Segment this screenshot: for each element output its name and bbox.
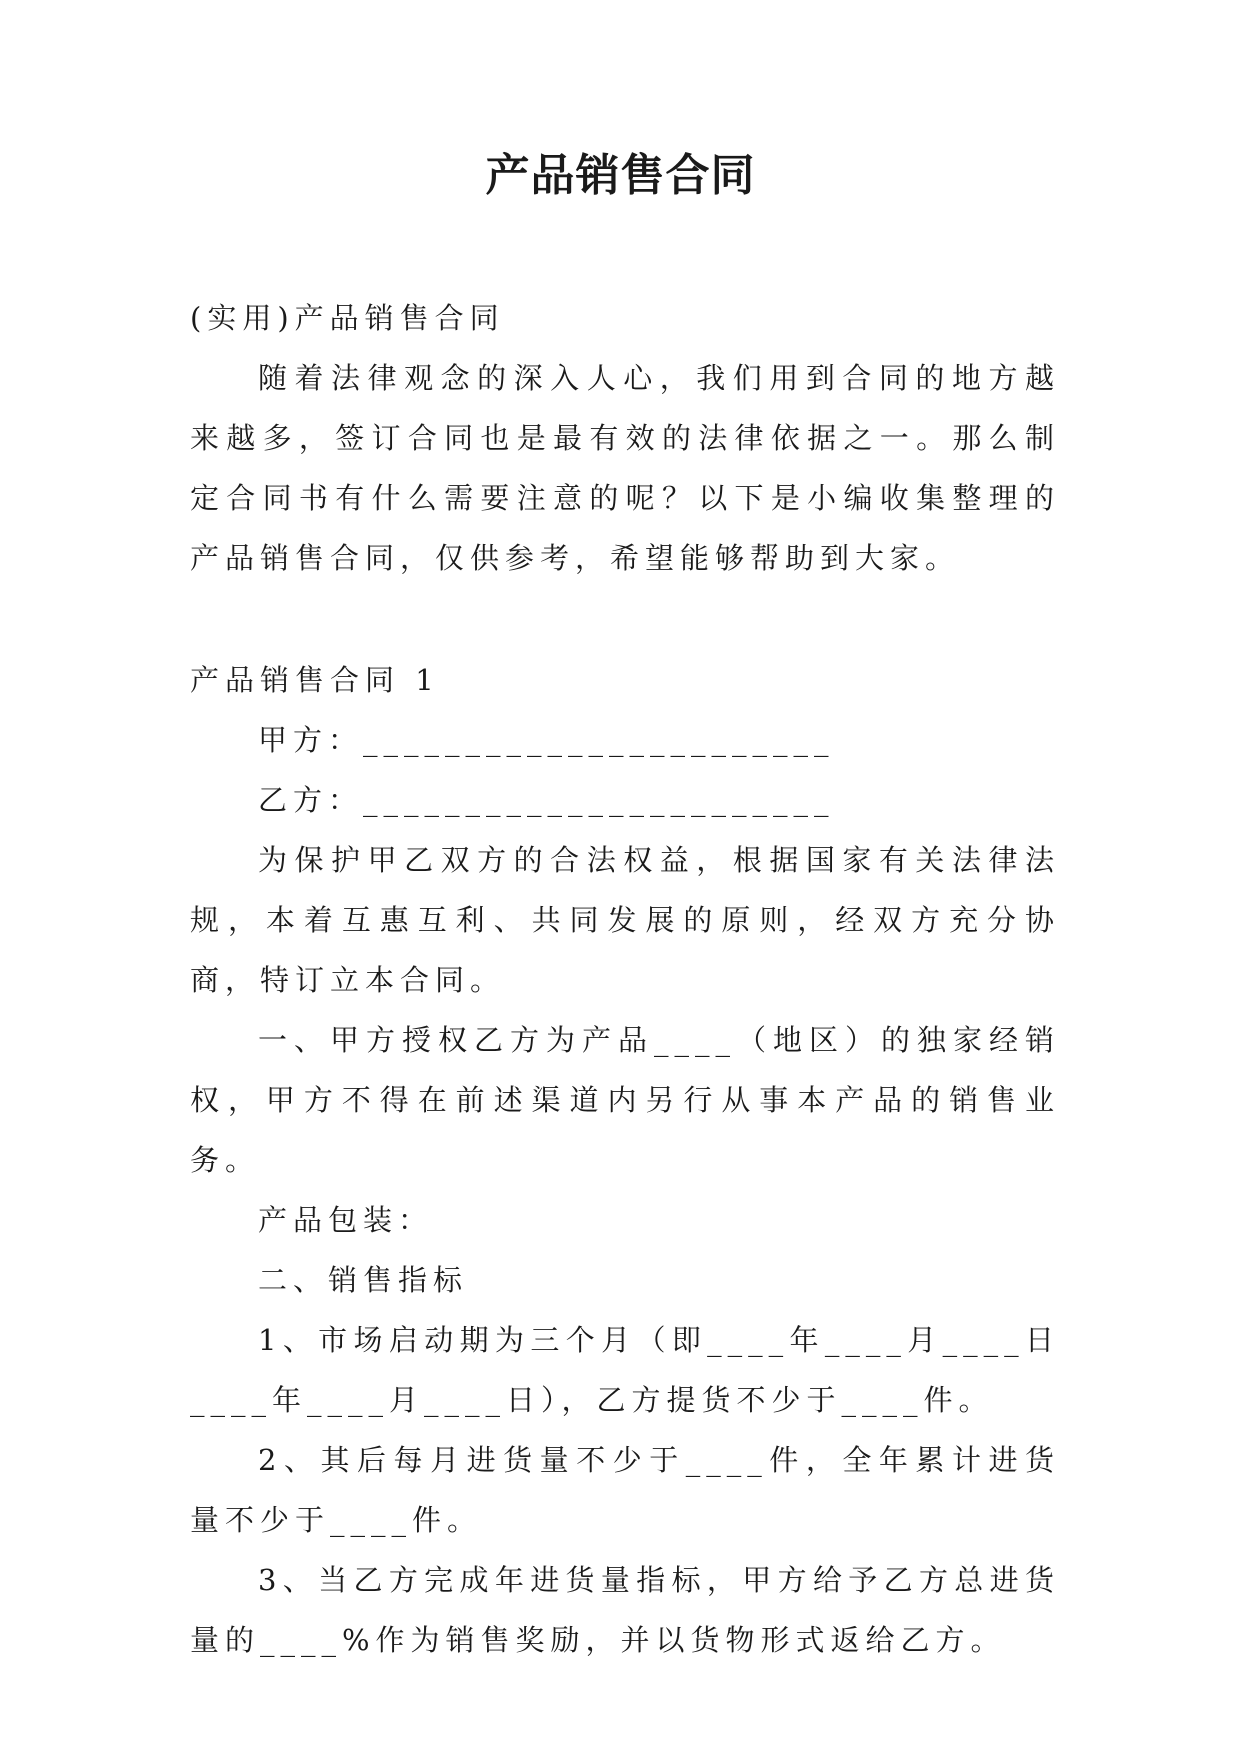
document-title: 产品销售合同 bbox=[485, 150, 756, 201]
sales-target-item-2: 2、其后每月进货量不少于____件，全年累计进货量不少于____件。 bbox=[190, 1443, 1060, 1537]
sales-target-item-3: 3、当乙方完成年进货量指标，甲方给予乙方总进货量的____%作为销售奖励，并以货物形式返给乙方。 bbox=[190, 1563, 1060, 1657]
party-b-line: 乙方：_______________________ bbox=[258, 783, 835, 817]
contract-heading: 产品销售合同 1 bbox=[190, 663, 440, 697]
packaging-label: 产品包装： bbox=[258, 1203, 434, 1237]
subtitle-line: (实用)产品销售合同 bbox=[190, 301, 505, 335]
intro-paragraph: 随着法律观念的深入人心，我们用到合同的地方越来越多，签订合同也是最有效的法律依据之一。那么制定合同书有什么需要注意的呢？以下是小编收集整理的产品销售合同，仅供参考，希望能够帮助到大家。 bbox=[190, 361, 1060, 575]
preamble-paragraph: 为保护甲乙双方的合法权益，根据国家有关法律法规，本着互惠互利、共同发展的原则，经双方充分协商，特订立本合同。 bbox=[190, 843, 1060, 997]
document-body bbox=[190, 288, 1060, 1670]
party-a-line: 甲方：_______________________ bbox=[258, 723, 835, 757]
sales-target-item-1: 1、市场启动期为三个月（即____年____月____日____年____月____日），乙方提货不少于____件。 bbox=[190, 1323, 1060, 1417]
clause-2-heading: 二、销售指标 bbox=[258, 1263, 469, 1297]
clause-1-paragraph: 一、甲方授权乙方为产品____（地区）的独家经销权，甲方不得在前述渠道内另行从事本产品的销售业务。 bbox=[190, 1023, 1060, 1177]
